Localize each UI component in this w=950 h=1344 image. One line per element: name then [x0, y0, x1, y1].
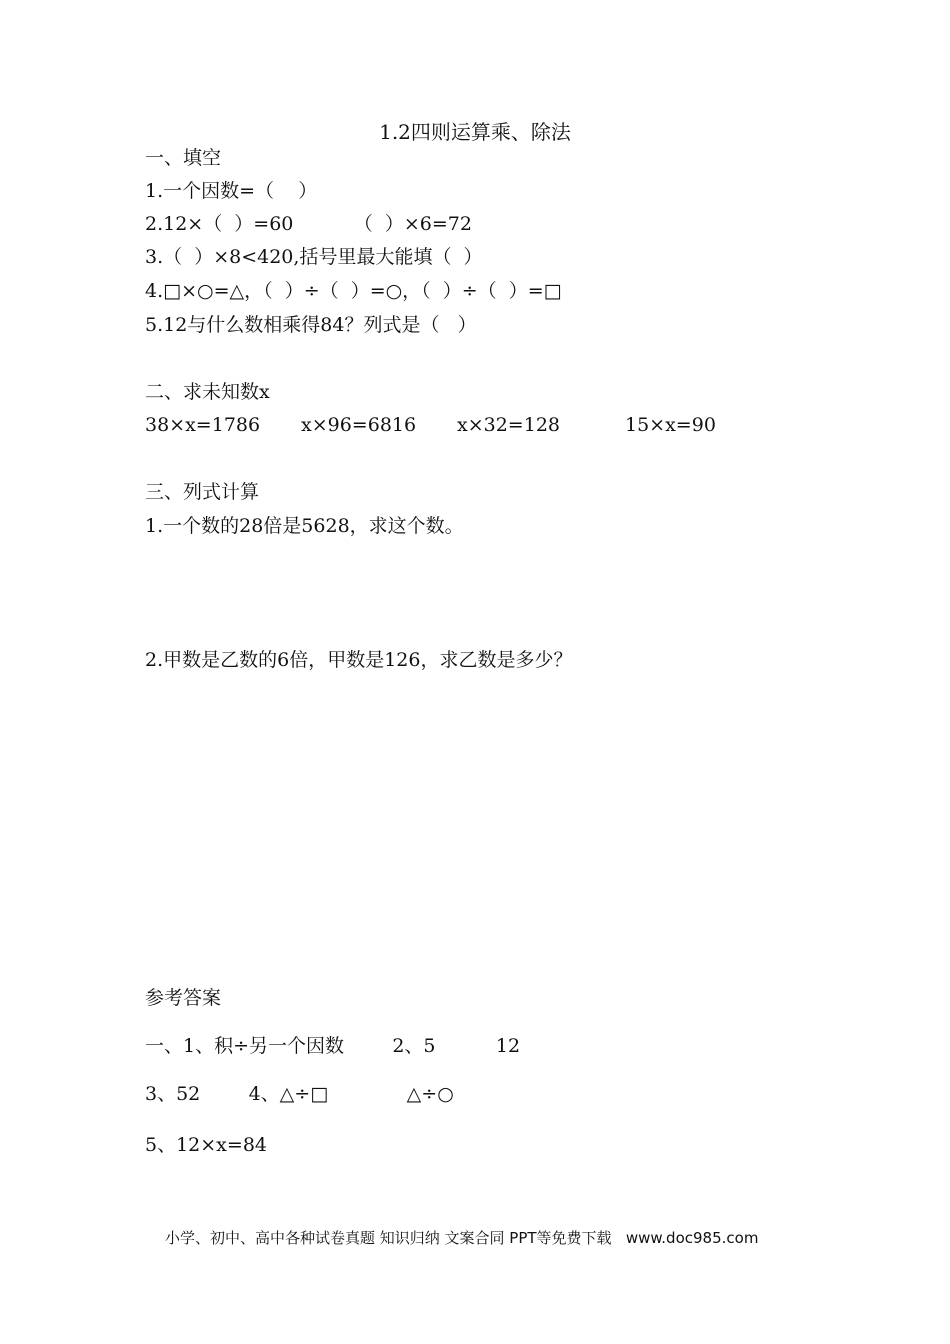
fill-item-3: 3.（ ）×8<420,括号里最大能填（ ） [145, 246, 483, 268]
equation-3: x×32=128 [457, 414, 560, 436]
equation-2: x×96=6816 [301, 414, 417, 436]
footer-text: 小学、初中、高中各种试卷真题 知识归纳 文案合同 PPT等免费下载 www.doc985.com [165, 1229, 759, 1247]
answer-line-2: 3、52 4、△÷□ △÷○ [145, 1083, 454, 1105]
section2-heading: 二、求未知数x [145, 381, 270, 403]
fill-item-2: 2.12×（ ）=60 （ ）×6=72 [145, 213, 472, 235]
answers-heading: 参考答案 [145, 987, 222, 1009]
page-title: 1.2四则运算乘、除法 [379, 120, 571, 144]
fill-item-4: 4.□×○=△，（ ）÷（ ）=○，（ ）÷（ ）=□ [145, 280, 562, 302]
section3-heading: 三、列式计算 [145, 481, 260, 503]
equation-1: 38×x=1786 [145, 414, 261, 436]
section1-heading: 一、填空 [145, 147, 222, 169]
calc-item-2: 2.甲数是乙数的6倍，甲数是126，求乙数是多少？ [145, 649, 573, 671]
answer-line-1: 一、1、积÷另一个因数 2、5 12 [145, 1035, 521, 1057]
calc-item-1: 1.一个数的28倍是5628，求这个数。 [145, 515, 464, 537]
equation-4: 15×x=90 [625, 414, 716, 436]
fill-item-1: 1.一个因数=（ ） [145, 180, 318, 202]
answer-line-3: 5、12×x=84 [145, 1134, 267, 1156]
fill-item-5: 5.12与什么数相乘得84？列式是（ ） [145, 314, 477, 336]
